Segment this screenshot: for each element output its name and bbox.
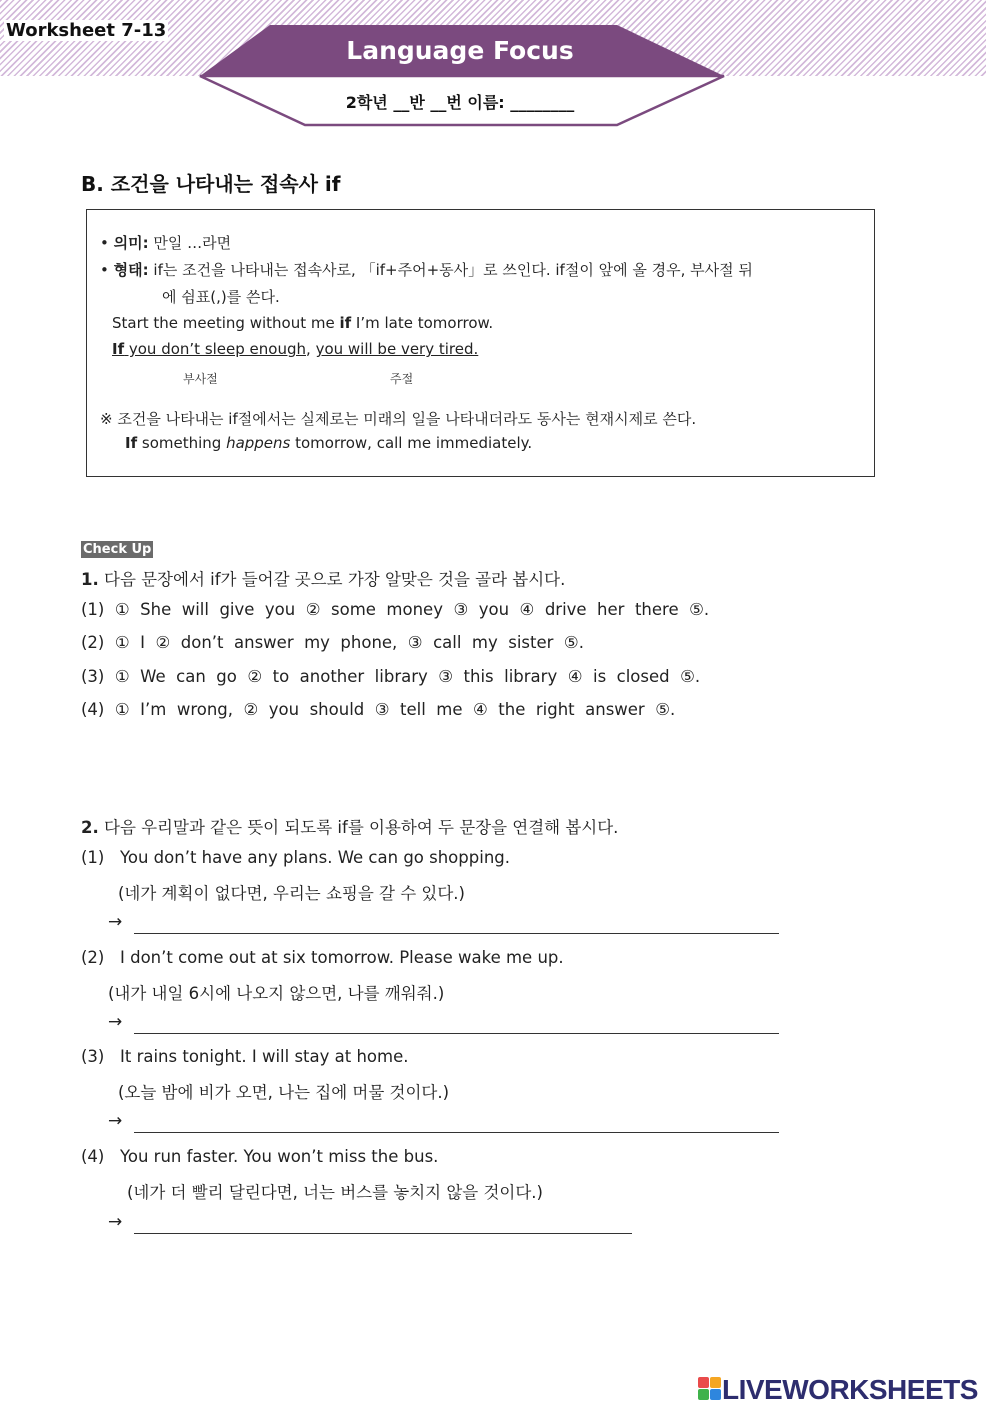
question-2-english: I don’t come out at six tomorrow. Please wake me up. <box>120 948 564 967</box>
question-2-korean: (네가 계획이 없다면, 우리는 쇼핑을 갈 수 있다.) <box>118 884 465 903</box>
question-2-korean: (내가 내일 6시에 나오지 않으면, 나를 깨워줘.) <box>108 984 445 1003</box>
question-2-english: You don’t have any plans. We can go shopping. <box>120 848 510 867</box>
form-text: if는 조건을 나타내는 접속사로, 「if+주어+동사」로 쓰인다. if절이 앞에 올 경우, 부사절 뒤 <box>153 261 753 279</box>
tense-note: ※ 조건을 나타내는 if절에서는 실제로는 미래의 일을 나타내더라도 동사는 현재시제로 쓴다. <box>100 410 697 428</box>
answer-arrow: → <box>108 1111 123 1131</box>
question-1-item[interactable]: (2) ① I ② don’t answer my phone, ③ call my sister ⑤. <box>81 633 584 652</box>
question-2-english: You run faster. You won’t miss the bus. <box>120 1147 439 1166</box>
student-name-line: 2학년 __반 __번 이름: ________ <box>345 93 575 112</box>
comma: , <box>306 340 316 358</box>
example-keyword: If <box>125 434 138 452</box>
page-title: Language Focus <box>346 36 574 65</box>
example-text: tomorrow, call me immediately. <box>290 434 533 452</box>
section-title: B. 조건을 나타내는 접속사 if <box>81 172 341 196</box>
question-1-item[interactable]: (4) ① I’m wrong, ② you should ③ tell me ④ the right answer ⑤. <box>81 700 676 719</box>
answer-line-2[interactable] <box>134 1033 779 1034</box>
question-text: 다음 문장에서 if가 들어갈 곳으로 가장 알맞은 것을 골라 봅시다. <box>104 570 566 589</box>
example-sentence-1 <box>112 314 493 332</box>
example-text: something <box>137 434 227 452</box>
example-sentence-2 <box>112 340 478 358</box>
meaning-text: 만일 …라면 <box>153 234 232 252</box>
example-text: Start the meeting without me <box>112 314 340 332</box>
answer-arrow: → <box>108 1212 123 1232</box>
form-text-continued: 에 쉼표(,)를 쓴다. <box>162 288 280 306</box>
question-1-item[interactable]: (3) ① We can go ② to another library ③ this library ④ is closed ⑤. <box>81 667 701 686</box>
answer-arrow: → <box>108 912 123 932</box>
question-1-prompt <box>81 566 565 590</box>
bullet: • <box>100 234 109 252</box>
check-up-badge: Check Up <box>83 542 152 557</box>
question-2-korean: (네가 더 빨리 달린다면, 너는 버스를 놓치지 않을 것이다.) <box>127 1183 543 1202</box>
answer-line-4[interactable] <box>134 1233 632 1234</box>
question-2-prompt <box>81 814 618 838</box>
question-number: 1. <box>81 570 99 589</box>
answer-line-3[interactable] <box>134 1132 779 1133</box>
worksheet-label: Worksheet 7-13 <box>6 20 167 41</box>
question-2-item-number: (4) <box>81 1147 105 1166</box>
answer-line-1[interactable] <box>134 933 779 934</box>
bullet: • <box>100 261 109 279</box>
example-sentence-3 <box>125 434 532 452</box>
example-keyword: If <box>112 340 125 358</box>
liveworksheets-logo-text[interactable]: LIVEWORKSHEETS <box>722 1374 978 1405</box>
question-number: 2. <box>81 818 99 837</box>
question-2-item-number: (2) <box>81 948 105 967</box>
example-keyword: if <box>339 314 352 332</box>
question-2-item-number: (1) <box>81 848 105 867</box>
example-text: I’m late tomorrow. <box>351 314 494 332</box>
question-2-korean: (오늘 밤에 비가 오면, 나는 집에 머물 것이다.) <box>118 1083 450 1102</box>
form-row <box>100 259 753 280</box>
adverb-clause-text: you don’t sleep enough <box>124 340 307 358</box>
meaning-row <box>100 232 231 253</box>
answer-arrow: → <box>108 1012 123 1032</box>
question-1-item[interactable]: (1) ① She will give you ② some money ③ you ④ drive her there ⑤. <box>81 600 710 619</box>
meaning-label: 의미: <box>113 234 149 252</box>
example-verb: happens <box>226 434 291 452</box>
question-2-english: It rains tonight. I will stay at home. <box>120 1047 409 1066</box>
form-label: 형태: <box>113 261 149 279</box>
adverb-clause-label: 부사절 <box>183 372 218 386</box>
question-2-item-number: (3) <box>81 1047 105 1066</box>
main-clause-text: you will be very tired. <box>315 340 479 358</box>
question-text: 다음 우리말과 같은 뜻이 되도록 if를 이용하여 두 문장을 연결해 봅시다. <box>104 818 619 837</box>
main-clause-label: 주절 <box>390 372 414 386</box>
